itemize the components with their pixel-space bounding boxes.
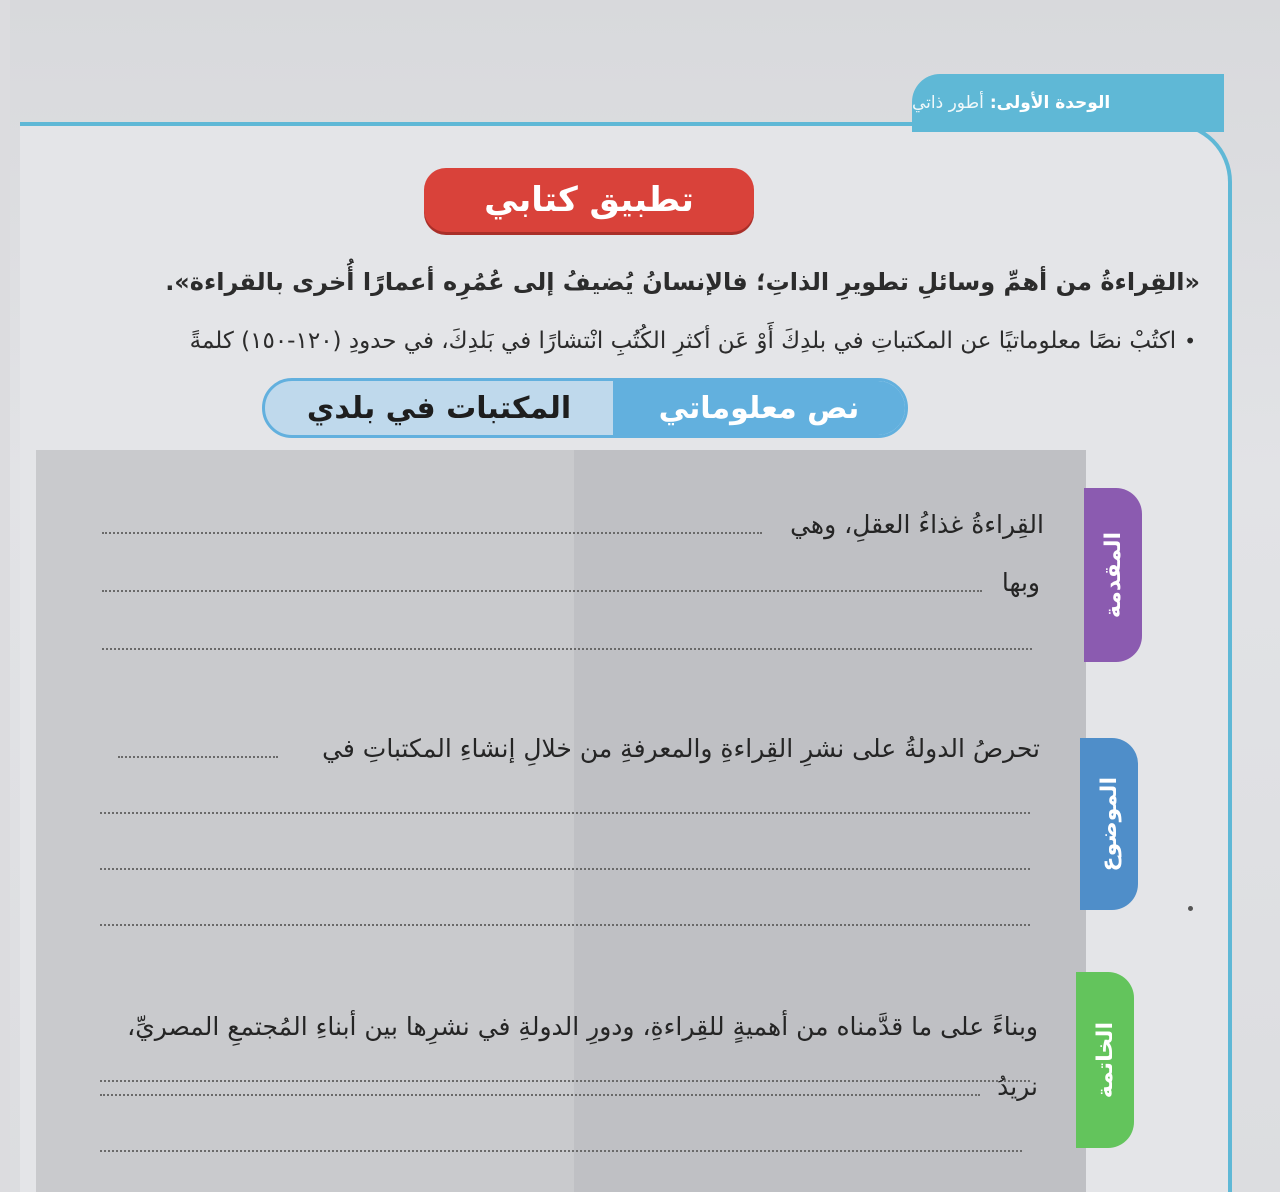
unit-label: الوحدة الأولى:	[989, 93, 1111, 113]
page-title: تطبيق كتابي	[424, 168, 754, 232]
writing-line[interactable]	[100, 812, 1030, 814]
bullet-icon: •	[1184, 329, 1196, 353]
intro-line-1: القِراءةُ غذاءُ العقلِ، وهي	[790, 510, 1044, 539]
page-dot	[1188, 906, 1193, 911]
writing-line[interactable]	[102, 648, 1032, 650]
writing-line[interactable]	[100, 868, 1030, 870]
instruction	[0, 328, 1196, 354]
topic-name: المكتبات في بلدي	[306, 390, 572, 426]
writing-line[interactable]	[100, 1150, 1022, 1152]
section-tab-conclusion: الخاتمة	[1076, 972, 1134, 1148]
instruction-text: اكتُبْ نصًا معلوماتيًا عن المكتباتِ في بلدِكَ أَوْ عَن أكثرِ الكُتُبِ انْتشارًا في بَلدِكَ، في حدودِ (١٢٠-١٥٠) كلمةً	[189, 328, 1177, 354]
body-line-1: تحرصُ الدولةُ على نشرِ القِراءةِ والمعرفةِ من خلالِ إنشاءِ المكتباتِ في	[322, 734, 1040, 763]
topic-type: نص معلوماتي	[613, 381, 905, 435]
conclusion-line-2: نريدُ	[997, 1072, 1038, 1101]
intro-line-2: وبها	[1001, 568, 1040, 597]
writing-line[interactable]	[100, 1080, 1030, 1082]
writing-line[interactable]	[118, 756, 278, 758]
quote-text: «القِراءةُ من أهمِّ وسائلِ تطويرِ الذاتِ؛ فالإنسانُ يُضيفُ إلى عُمُرِه أعمارًا أُخرى بالقراءة».	[165, 268, 1200, 296]
writing-line[interactable]	[100, 924, 1030, 926]
conclusion-line-1: وبناءً على ما قدَّمناه من أهميةٍ للقِراءةِ، ودورِ الدولةِ في نشرِها بين أبناءِ المُجتمعِ المصريِّ،	[127, 1012, 1038, 1041]
topic-banner	[262, 378, 908, 438]
section-tab-body: الموضوع	[1080, 738, 1138, 910]
section-tab-intro: المقدمة	[1084, 488, 1142, 662]
writing-line[interactable]	[102, 532, 762, 534]
unit-header	[912, 74, 1224, 132]
unit-name: أطور ذاتي	[912, 93, 984, 113]
writing-line[interactable]	[102, 590, 982, 592]
writing-line[interactable]	[100, 1094, 980, 1096]
